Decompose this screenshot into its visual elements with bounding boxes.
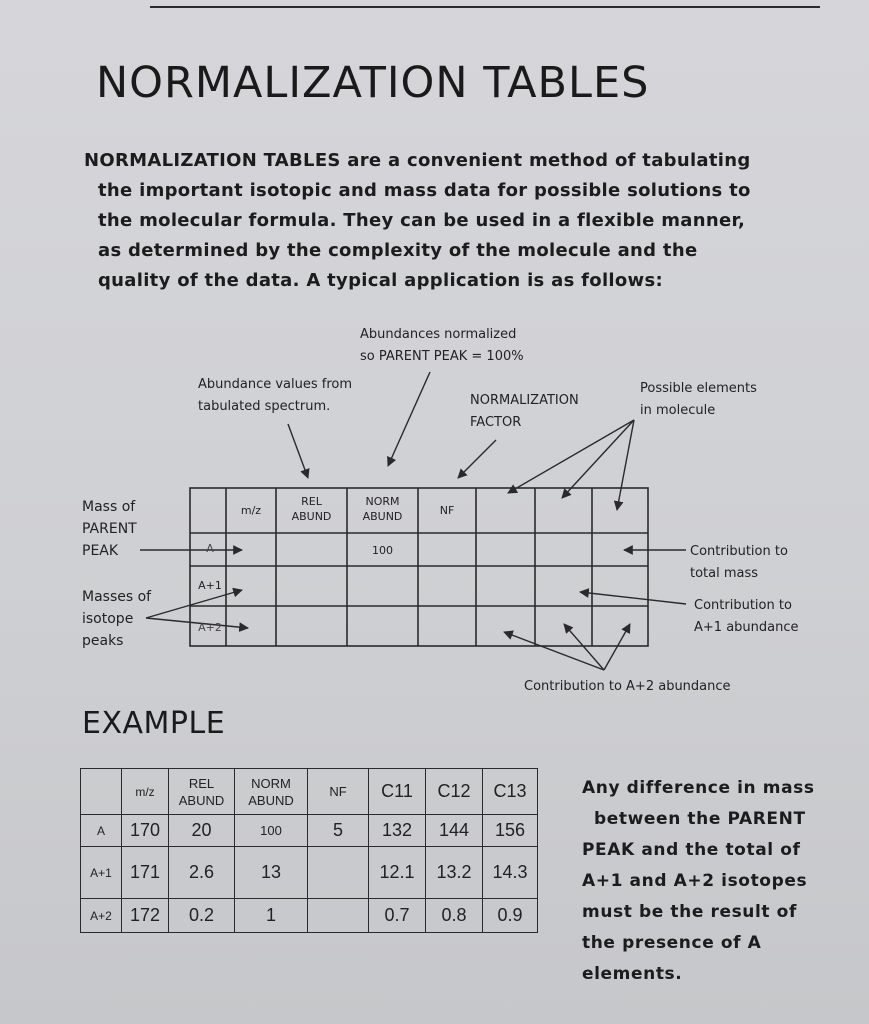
label-abund-values: Abundance values from tabulated spectrum. — [198, 377, 353, 414]
arrow-abund-normalized — [388, 372, 430, 466]
table-row — [81, 815, 538, 847]
arrow-abund-values — [288, 424, 308, 478]
row-label: A+2 — [81, 899, 122, 933]
intro-line: as determined by the complexity of the molecule and the — [98, 240, 698, 261]
arrow-contrib-a2-3 — [604, 624, 630, 670]
cell-nf — [308, 899, 369, 933]
diagram-row-a: A — [206, 542, 214, 555]
intro-line: NORMALIZATION TABLES are a convenient method of tabulating — [84, 150, 751, 171]
label-masses-isotope: Masses of isotope peaks — [82, 589, 152, 649]
intro-line: the molecular formula. They can be used in a flexible manner, — [98, 210, 746, 231]
label-mass-parent: Mass of PARENT PEAK — [82, 499, 137, 559]
label-contrib-a1: Contribution to A+1 abundance — [694, 598, 799, 635]
cell-rel: 0.2 — [169, 899, 235, 933]
arrow-contrib-a1 — [580, 592, 686, 604]
cell-rel: 20 — [169, 815, 235, 847]
diagram-header-mz: m/z — [240, 504, 262, 517]
cell-c12: 0.8 — [426, 899, 483, 933]
cell-c12: 144 — [426, 815, 483, 847]
note-line: A+1 and A+2 isotopes — [582, 871, 808, 891]
header-c11: C11 — [369, 769, 426, 815]
cell-norm: 100 — [235, 815, 308, 847]
example-table — [80, 768, 538, 933]
table-row — [81, 847, 538, 899]
diagram-header-rel: REL ABUND — [291, 495, 332, 523]
note-line: elements. — [582, 964, 683, 984]
header-norm: NORM ABUND — [235, 769, 308, 815]
cell-nf — [308, 847, 369, 899]
note-line: PEAK and the total of — [582, 840, 801, 860]
diagram-header-norm: NORM ABUND — [362, 495, 403, 523]
cell-c11: 132 — [369, 815, 426, 847]
note-line: Any difference in mass — [582, 778, 815, 798]
note-line: must be the result of — [582, 902, 797, 922]
cell-rel: 2.6 — [169, 847, 235, 899]
label-contrib-a2: Contribution to A+2 abundance — [524, 679, 731, 694]
header-rel: REL ABUND — [169, 769, 235, 815]
header-c12: C12 — [426, 769, 483, 815]
page-title: NORMALIZATION TABLES — [96, 58, 650, 108]
cell-mz: 172 — [122, 899, 169, 933]
label-norm-factor: NORMALIZATION FACTOR — [470, 393, 579, 430]
intro-line: the important isotopic and mass data for possible solutions to — [98, 180, 751, 201]
label-abund-normalized: Abundances normalized so PARENT PEAK = 100% — [360, 327, 524, 364]
header-nf: NF — [308, 769, 369, 815]
cell-c13: 156 — [483, 815, 538, 847]
table-row — [81, 769, 538, 815]
arrow-contrib-a2-1 — [504, 632, 604, 670]
example-note — [582, 773, 852, 990]
row-label: A — [81, 815, 122, 847]
cell-norm: 13 — [235, 847, 308, 899]
arrow-isotope-a1 — [146, 590, 242, 618]
cell-c12: 13.2 — [426, 847, 483, 899]
header-mz: m/z — [122, 769, 169, 815]
cell-c11: 12.1 — [369, 847, 426, 899]
diagram-row-a1: A+1 — [198, 579, 222, 592]
row-label: A+1 — [81, 847, 122, 899]
table-row — [81, 899, 538, 933]
example-heading: EXAMPLE — [82, 706, 226, 741]
arrow-norm-factor — [458, 440, 496, 478]
arrow-element-3 — [617, 420, 634, 510]
label-contrib-total: Contribution to total mass — [690, 544, 788, 581]
header-c13: C13 — [483, 769, 538, 815]
note-line: the presence of A — [582, 933, 762, 953]
cell-c13: 14.3 — [483, 847, 538, 899]
cell-mz: 170 — [122, 815, 169, 847]
diagram-row-a2: A+2 — [198, 621, 222, 634]
cell-norm: 1 — [235, 899, 308, 933]
cell-c11: 0.7 — [369, 899, 426, 933]
cell-c13: 0.9 — [483, 899, 538, 933]
intro-line: quality of the data. A typical application is as follows: — [98, 270, 663, 291]
note-line: between the PARENT — [594, 809, 806, 829]
diagram-norm-parent: 100 — [372, 544, 393, 557]
label-possible-elements: Possible elements in molecule — [640, 381, 757, 418]
cell-mz: 171 — [122, 847, 169, 899]
diagram-header-nf: NF — [439, 504, 455, 517]
table-cell — [81, 769, 122, 815]
cell-nf: 5 — [308, 815, 369, 847]
